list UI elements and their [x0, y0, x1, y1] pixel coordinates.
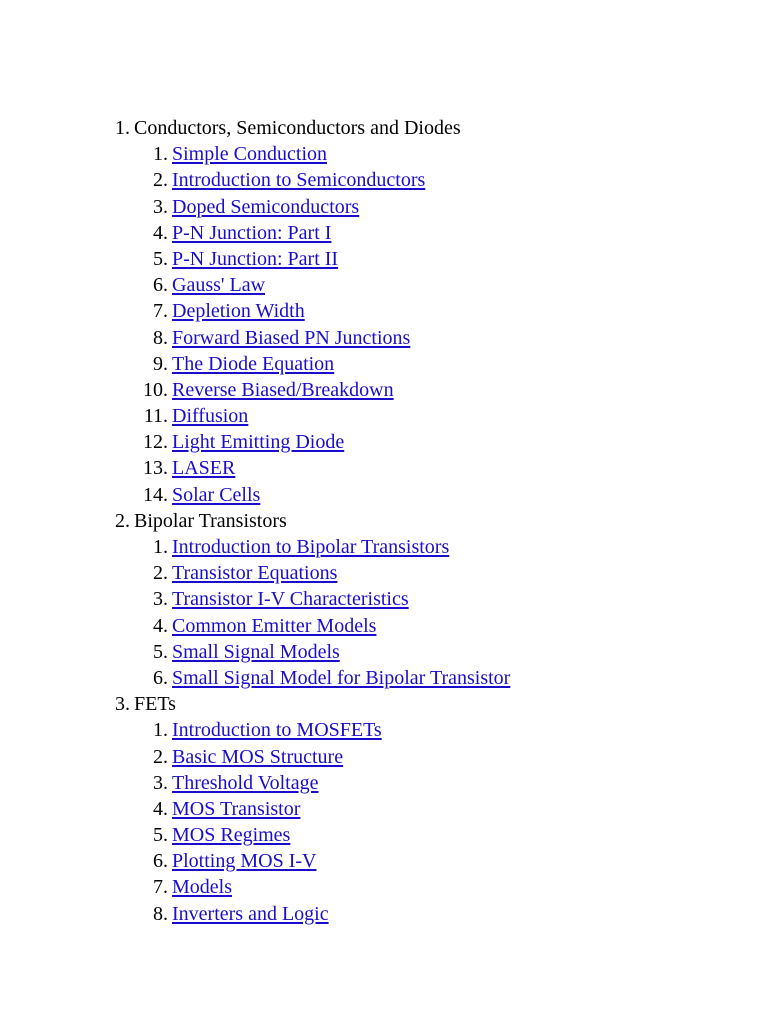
item-number: 13. [143, 457, 168, 480]
item-number: 8. [153, 326, 168, 349]
item-number: 14. [143, 483, 168, 506]
toc-link[interactable]: Reverse Biased/Breakdown [172, 378, 394, 401]
toc-item [0, 770, 768, 796]
toc-item [0, 796, 768, 822]
item-number: 7. [153, 300, 168, 323]
toc-link[interactable]: Doped Semiconductors [172, 195, 360, 218]
item-number: 5. [153, 640, 168, 663]
item-number: 2. [153, 745, 168, 768]
section-title: Bipolar Transistors [134, 509, 287, 532]
item-number: 1. [153, 143, 168, 166]
toc-item [0, 901, 768, 927]
toc-section [0, 508, 768, 534]
toc-item [0, 272, 768, 298]
toc-link[interactable]: P-N Junction: Part II [172, 247, 339, 270]
toc-link[interactable]: Plotting MOS I-V [172, 850, 317, 873]
toc-link[interactable]: MOS Regimes [172, 824, 291, 847]
toc-item [0, 167, 768, 193]
toc-link[interactable]: MOS Transistor [172, 797, 301, 820]
toc-item [0, 429, 768, 455]
toc-item [0, 194, 768, 220]
toc-item [0, 665, 768, 691]
section-number: 2. [115, 509, 130, 532]
toc-item [0, 534, 768, 560]
toc-link[interactable]: Simple Conduction [172, 143, 327, 166]
toc-link[interactable]: Small Signal Model for Bipolar Transistor [172, 666, 511, 689]
toc-link[interactable]: Depletion Width [172, 300, 305, 323]
item-number: 4. [153, 614, 168, 637]
section-number: 3. [115, 693, 130, 716]
toc-item [0, 351, 768, 377]
toc-item [0, 455, 768, 481]
toc-link[interactable]: Light Emitting Diode [172, 431, 345, 454]
toc-item [0, 822, 768, 848]
section-title: Conductors, Semiconductors and Diodes [134, 117, 461, 139]
toc-link[interactable]: Transistor I-V Characteristics [172, 588, 409, 611]
item-number: 4. [153, 797, 168, 820]
toc-item [0, 141, 768, 167]
toc-section [0, 115, 768, 141]
toc-item [0, 403, 768, 429]
toc-section [0, 691, 768, 717]
toc-item [0, 639, 768, 665]
table-of-contents [0, 115, 768, 927]
item-number: 3. [153, 588, 168, 611]
toc-item [0, 325, 768, 351]
item-number: 6. [153, 850, 168, 873]
toc-item [0, 482, 768, 508]
toc-link[interactable]: Inverters and Logic [172, 902, 329, 925]
item-number: 7. [153, 876, 168, 899]
toc-link[interactable]: Common Emitter Models [172, 614, 377, 637]
item-number: 8. [153, 902, 168, 925]
item-number: 1. [153, 536, 168, 558]
item-number: 5. [153, 247, 168, 270]
item-number: 3. [153, 195, 168, 218]
item-number: 9. [153, 352, 168, 375]
item-number: 6. [153, 274, 168, 297]
toc-item [0, 848, 768, 874]
toc-link[interactable]: Introduction to Bipolar Transistors [172, 536, 450, 558]
item-number: 12. [143, 431, 168, 454]
toc-item [0, 246, 768, 272]
toc-link[interactable]: Diffusion [172, 405, 249, 428]
toc-link[interactable]: Forward Biased PN Junctions [172, 326, 411, 349]
toc-link[interactable]: P-N Junction: Part I [172, 221, 332, 244]
toc-item [0, 874, 768, 900]
toc-link[interactable]: LASER [172, 457, 236, 480]
toc-item [0, 560, 768, 586]
toc-item [0, 377, 768, 403]
toc-link[interactable]: Small Signal Models [172, 640, 340, 663]
item-number: 6. [153, 666, 168, 689]
section-number: 1. [115, 117, 130, 139]
item-number: 4. [153, 221, 168, 244]
toc-item [0, 717, 768, 743]
item-number: 2. [153, 169, 168, 192]
toc-item [0, 613, 768, 639]
toc-item [0, 298, 768, 324]
toc-link[interactable]: Models [172, 876, 232, 899]
toc-link[interactable]: Threshold Voltage [172, 771, 319, 794]
item-number: 10. [143, 378, 168, 401]
item-number: 11. [143, 405, 168, 428]
item-number: 1. [153, 719, 168, 742]
toc-item [0, 220, 768, 246]
toc-link[interactable]: Transistor Equations [172, 562, 338, 585]
section-title: FETs [134, 693, 176, 716]
toc-link[interactable]: The Diode Equation [172, 352, 335, 375]
toc-item [0, 586, 768, 612]
toc-item [0, 744, 768, 770]
toc-link[interactable]: Gauss' Law [172, 274, 266, 297]
item-number: 2. [153, 562, 168, 585]
toc-link[interactable]: Introduction to MOSFETs [172, 719, 382, 742]
item-number: 5. [153, 824, 168, 847]
item-number: 3. [153, 771, 168, 794]
toc-link[interactable]: Introduction to Semiconductors [172, 169, 426, 192]
toc-link[interactable]: Solar Cells [172, 483, 261, 506]
toc-link[interactable]: Basic MOS Structure [172, 745, 344, 768]
